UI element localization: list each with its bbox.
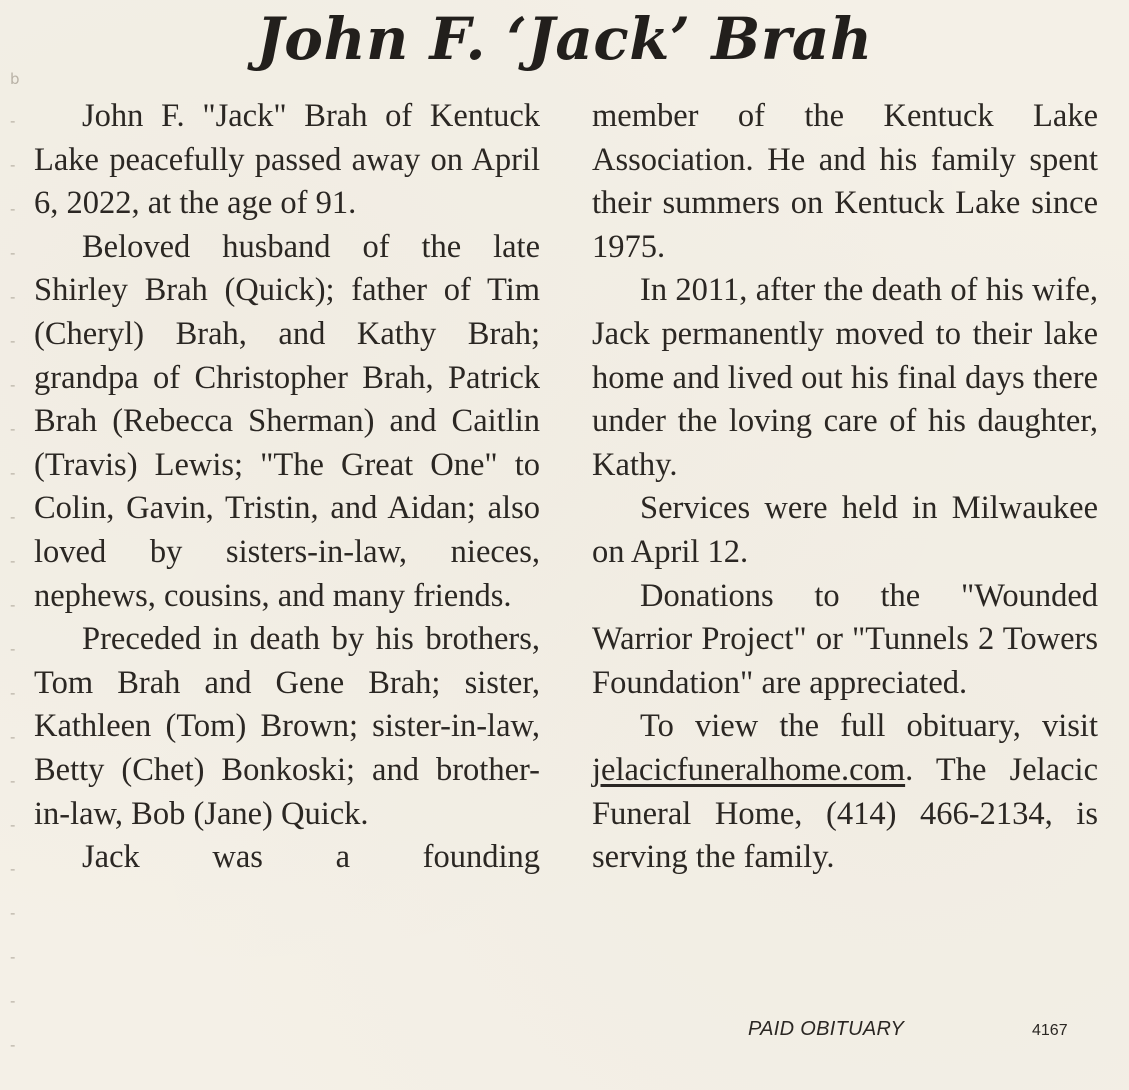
- paragraph-preceded: Preceded in death by his brothers, Tom Brah and Gene Brah; sister, Kathleen (Tom) Brown; sister-in-law, Betty (Chet) Bonkoski; and brother-in-law, Bob (Jane) Quick.: [34, 621, 540, 832]
- paragraph-family: Beloved husband of the late Shirley Brah (Quick); father of Tim (Cheryl) Brah, and Kathy Brah; grandpa of Christopher Brah, Patrick Brah (Rebecca Sherman) and Caitlin (Travis) Lewis; "The Great One" to Colin, Gavin, Tristin, and Aidan; also loved by sisters-in-law, nieces, nephews, cousins, and many friends.: [34, 228, 540, 614]
- ad-code: 4167: [1032, 1022, 1068, 1039]
- paragraph-announcement: John F. "Jack" Brah of Kentuck Lake peacefully passed away on April 6, 2022, at the age of 91.: [34, 98, 540, 222]
- paragraph-association-start: Jack was a founding: [82, 839, 540, 876]
- funeral-home-link[interactable]: jelacicfuneralhome.com: [592, 751, 906, 788]
- paragraph-services: Services were held in Milwaukee on April 12.: [592, 490, 1098, 570]
- paragraph-association-continued: member of the Kentuck Lake Association. He and his family spent their summers on Kentuck Lake since 1975.: [592, 98, 1098, 265]
- right-column: [592, 95, 1098, 880]
- paragraph-donations: Donations to the "Wounded Warrior Project" or "Tunnels 2 Towers Foundation" are appreciated.: [592, 577, 1098, 701]
- paid-obituary-label: PAID OBITUARY: [748, 1018, 905, 1040]
- full-obituary-text: To view the full obituary, visit: [640, 708, 1098, 745]
- funeral-home-info: . The Jelacic Funeral Home, (414) 466-2134, is serving the family.: [592, 751, 1098, 876]
- obituary-title: John F. ‘Jack’ Brah: [256, 5, 873, 73]
- left-column: [34, 95, 540, 880]
- margin-bleed-marks: b - - - - - - - - - - - - - - - - - - - - - -: [10, 70, 20, 1054]
- paragraph-lake-home: In 2011, after the death of his wife, Jack permanently moved to their lake home and lived out his final days there under the loving care of his daughter, Kathy.: [592, 272, 1098, 483]
- paragraph-full-obituary: [592, 705, 1098, 879]
